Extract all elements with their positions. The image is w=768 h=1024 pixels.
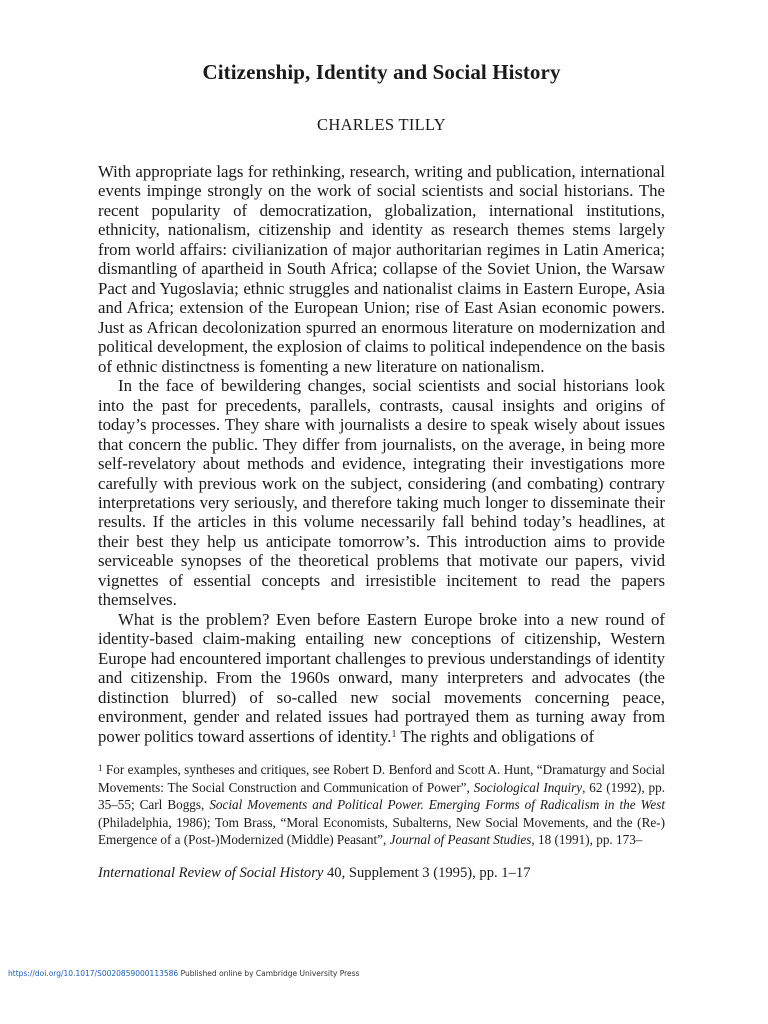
journal-citation [98,863,665,883]
footnote-italic-1: Sociological Inquiry [473,779,583,795]
paragraph-3-tail: The rights and obligations of [396,726,595,746]
footnote-mark: 1 [98,763,103,774]
footnote-italic-2: Social Movements and Political Power. Emerging Forms of Radicalism in the West [209,797,665,813]
doi-link[interactable]: https://doi.org/10.1017/S0020859000113586 [8,969,179,978]
footnote-ref-1[interactable]: 1 [391,728,397,740]
doi-bar [8,969,359,978]
journal-name: International Review of Social History [98,865,324,882]
paragraph-2: In the face of bewildering changes, social scientists and social historians look into the past for precedents, parallels, contrasts, causal insights and origins of today’s processes. They share with journalists a desire to speak wisely about issues that concern the public. They differ from journalists, on the average, in being more self-revelatory about methods and evidence, integrating their investigations more carefully with previous work on the subject, considering (and combating) contrary interpretations very seriously, and therefore taking much longer to disseminate their results. If the articles in this volume necessarily fall behind today’s headlines, at their best they help us anticipate tomorrow’s. This introduction aims to provide serviceable synopses of the theoretical problems that motivate our papers, vivid vignettes of essential concepts and irresistible incitement to read the papers themselves. [98,376,665,610]
journal-details: 40, Supplement 3 (1995), pp. 1–17 [323,865,531,882]
article-page [98,58,665,883]
footnote-text-1: For examples, syntheses and critiques, see Robert D. Benford and Scott A. Hunt, “Dramaturgy and Social Movements: The Social Construction and Communication of Power”, [98,762,665,795]
footnote-text-2: , 62 (1992), pp. 35–55; Carl Boggs, [98,779,665,813]
article-title: Citizenship, Identity and Social History [202,60,561,84]
footnote-text-3: (Philadelphia, 1986); Tom Brass, “Moral Economists, Subalterns, New Social Movements, and the (Re-) Emergence of a (Post-)Modernized (Middle) Peasant”, [98,814,665,848]
paragraph-1: With appropriate lags for rethinking, research, writing and publication, international events impinge strongly on the work of social scientists and social historians. The recent popularity of democratization, globalization, international institutions, ethnicity, nationalism, citizenship and identity as research themes stems largely from world affairs: civilianization of major authoritarian regimes in Latin America; dismantling of apartheid in South Africa; collapse of the Soviet Union, the Warsaw Pact and Yugoslavia; ethnic struggles and nationalist claims in Eastern Europe, Asia and Africa; extension of the European Union; rise of East Asian economic powers. Just as African decolonization spurred an enormous literature on modernization and political development, the explosion of claims to political independence on the basis of ethnic distinctness is fomenting a new literature on nationalism. [98,162,665,376]
article-author: CHARLES TILLY [317,115,446,134]
footnote-text-4: , 18 (1991), pp. 173– [531,832,643,848]
paragraph-3-text: What is the problem? Even before Eastern Europe broke into a new round of identity-based claim-making entailing new conceptions of citizenship, Western Europe had encountered important challenges to previous understandings of identity and citizenship. From the 1960s onward, many interpreters and advocates (the distinction blurred) of so-called new social movements concerning peace, environment, gender and related issues had portrayed them as turning away from power politics toward assertions of identity. [98,609,665,746]
footnote-italic-3: Journal of Peasant Studies [389,832,532,848]
doi-publisher-note: Published online by Cambridge University Press [178,969,360,978]
article-body [98,162,665,746]
footnote-1 [98,761,665,849]
paragraph-3 [98,610,665,746]
